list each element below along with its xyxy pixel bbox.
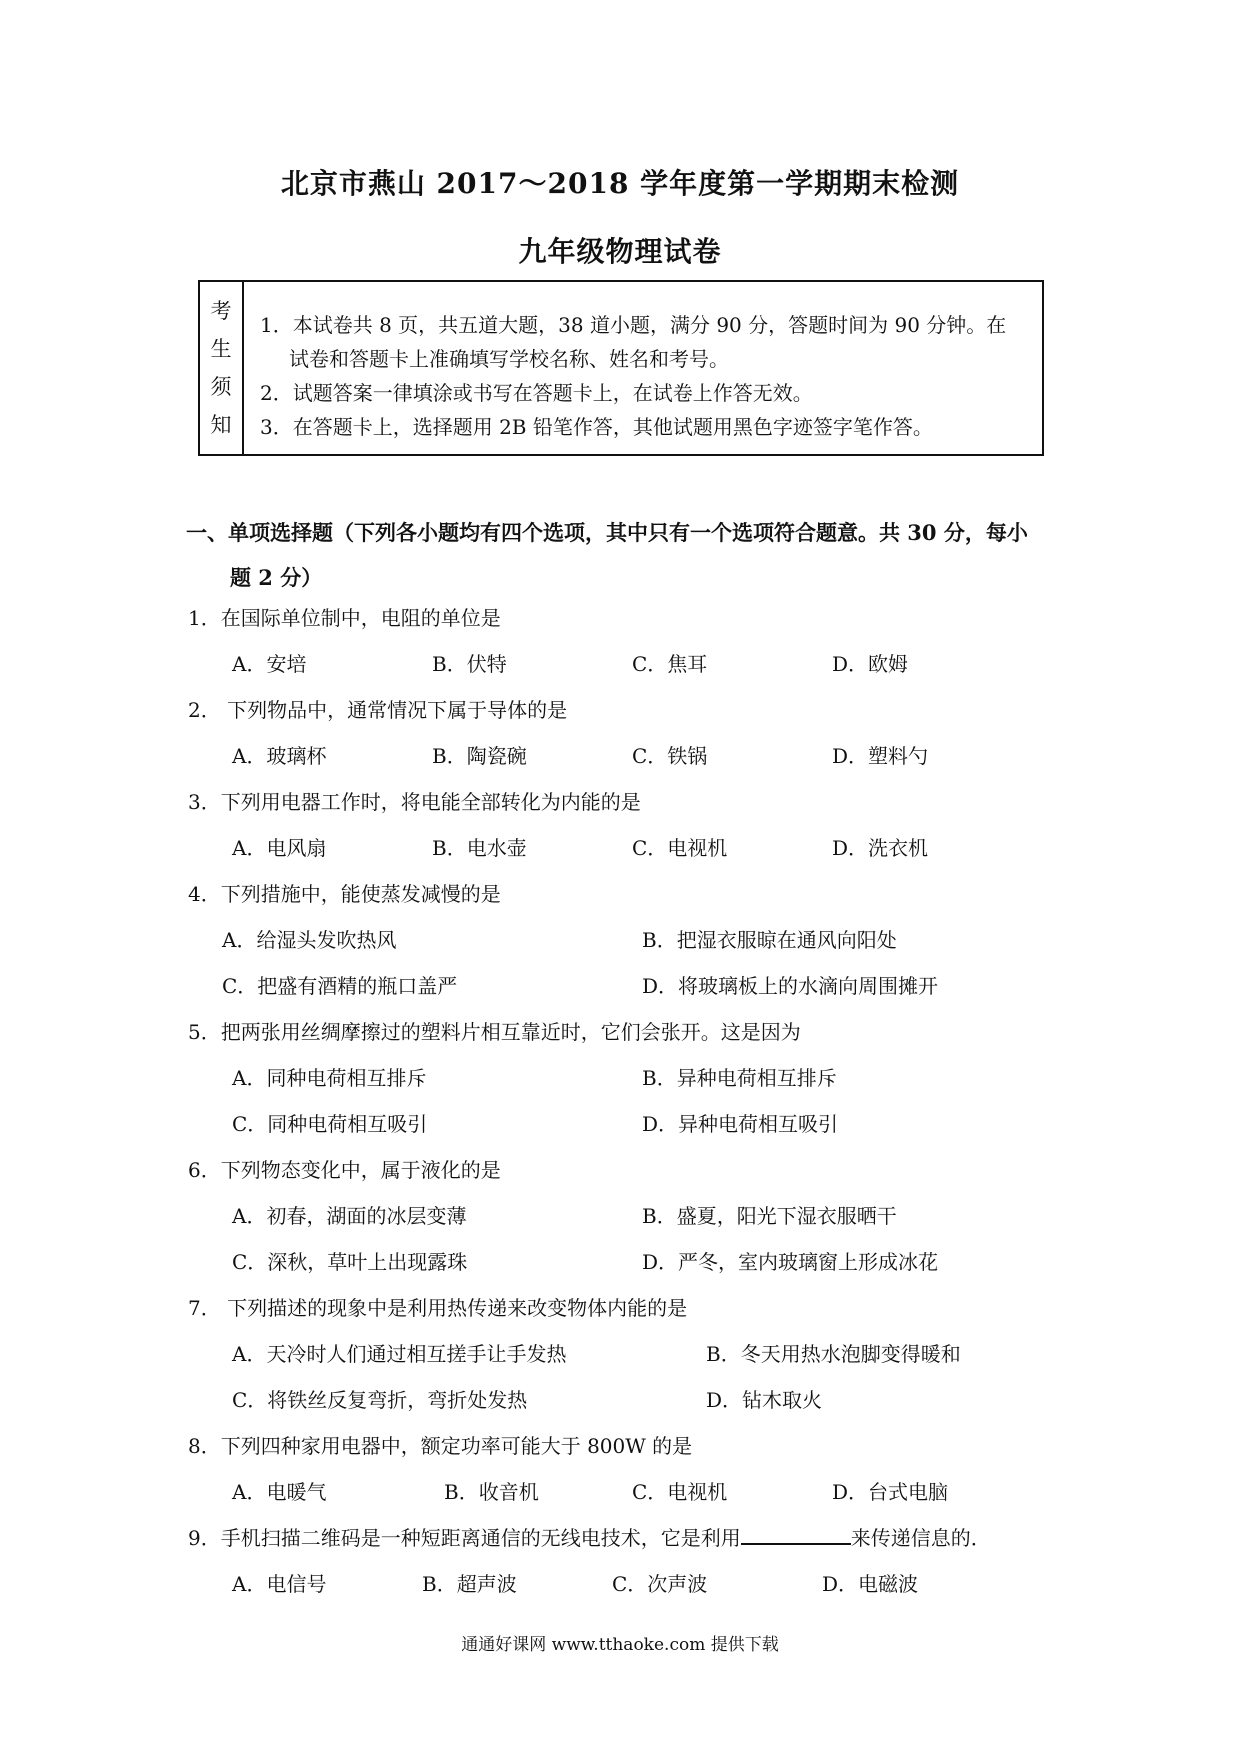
question-option: C．将铁丝反复弯折，弯折处发热 — [232, 1388, 528, 1412]
question-option: B．超声波 — [422, 1572, 517, 1596]
question-option: B．冬天用热水泡脚变得暖和 — [706, 1342, 961, 1366]
question-stem: 5．把两张用丝绸摩擦过的塑料片相互靠近时，它们会张开。这是因为 — [188, 1020, 801, 1044]
question-option: C．焦耳 — [632, 652, 708, 676]
question-option: A．给湿头发吹热风 — [222, 928, 397, 952]
notice-side-label — [200, 282, 244, 454]
question-stem: 7． 下列描述的现象中是利用热传递来改变物体内能的是 — [188, 1296, 688, 1320]
question-option: D．台式电脑 — [832, 1480, 949, 1504]
page-footer: 通通好课网 www.tthaoke.com 提供下载 — [461, 1635, 779, 1655]
question-option: D．欧姆 — [832, 652, 909, 676]
question-option: C．深秋，草叶上出现露珠 — [232, 1250, 468, 1274]
exam-subtitle: 九年级物理试卷 — [518, 235, 722, 268]
question-option: B．把湿衣服晾在通风向阳处 — [642, 928, 897, 952]
question-option: A．电风扇 — [232, 836, 327, 860]
question-option: D．严冬，室内玻璃窗上形成冰花 — [642, 1250, 939, 1274]
notice-side-char: 知 — [210, 413, 232, 437]
answer-blank — [741, 1525, 851, 1545]
question-stem: 6．下列物态变化中，属于液化的是 — [188, 1158, 501, 1182]
question-option: B．伏特 — [432, 652, 507, 676]
question-option: D．异种电荷相互吸引 — [642, 1112, 839, 1136]
question-option: A．安培 — [232, 652, 307, 676]
notice-item: 试卷和答题卡上准确填写学校名称、姓名和考号。 — [289, 347, 729, 371]
section-heading — [186, 510, 1066, 600]
question-option: D．钻木取火 — [706, 1388, 823, 1412]
question-stem: 2． 下列物品中，通常情况下属于导体的是 — [188, 698, 568, 722]
question-option: D．电磁波 — [822, 1572, 919, 1596]
exam-notice-box — [198, 280, 1044, 456]
question-option: B．盛夏，阳光下湿衣服晒干 — [642, 1204, 897, 1228]
question-option: D．塑料勺 — [832, 744, 929, 768]
section-heading-line: 一、单项选择题（下列各小题均有四个选项，其中只有一个选项符合题意。共 30 分，每小 — [186, 520, 1028, 545]
question-option: C．电视机 — [632, 836, 728, 860]
question-option: A．电信号 — [232, 1572, 327, 1596]
question-option: A．天冷时人们通过相互搓手让手发热 — [232, 1342, 567, 1366]
question-option: C．电视机 — [632, 1480, 728, 1504]
question-option: C．把盛有酒精的瓶口盖严 — [222, 974, 458, 998]
exam-title: 北京市燕山 2017～2018 学年度第一学期期末检测 — [280, 167, 960, 200]
question-stem-part: 9．手机扫描二维码是一种短距离通信的无线电技术，它是利用 — [188, 1526, 741, 1550]
question-option: D．洗衣机 — [832, 836, 929, 860]
question-option: D．将玻璃板上的水滴向周围摊开 — [642, 974, 939, 998]
question-option: A．初春，湖面的冰层变薄 — [232, 1204, 467, 1228]
question-option: C．次声波 — [612, 1572, 708, 1596]
question-stem: 4．下列措施中，能使蒸发减慢的是 — [188, 882, 501, 906]
notice-item: 2．试题答案一律填涂或书写在答题卡上，在试卷上作答无效。 — [260, 381, 813, 405]
question-option: C．铁锅 — [632, 744, 708, 768]
question-option: B．电水壶 — [432, 836, 527, 860]
question-stem — [188, 1522, 991, 1551]
question-option: A．同种电荷相互排斥 — [232, 1066, 427, 1090]
question-option: B．陶瓷碗 — [432, 744, 527, 768]
question-option: B．异种电荷相互排斥 — [642, 1066, 837, 1090]
question-option: A．电暖气 — [232, 1480, 327, 1504]
question-option: B．收音机 — [444, 1480, 539, 1504]
notice-item: 3．在答题卡上，选择题用 2B 铅笔作答，其他试题用黑色字迹签字笔作答。 — [260, 415, 933, 439]
question-stem: 3．下列用电器工作时，将电能全部转化为内能的是 — [188, 790, 641, 814]
question-option: A．玻璃杯 — [232, 744, 327, 768]
question-stem-part: 来传递信息的． — [850, 1526, 991, 1550]
notice-side-char: 考 — [210, 299, 232, 323]
question-stem: 8．下列四种家用电器中，额定功率可能大于 800W 的是 — [188, 1434, 693, 1458]
notice-item: 1．本试卷共 8 页，共五道大题，38 道小题，满分 90 分，答题时间为 90 分钟。在 — [260, 313, 1007, 337]
question-stem: 1．在国际单位制中，电阻的单位是 — [188, 606, 501, 630]
question-option: C．同种电荷相互吸引 — [232, 1112, 428, 1136]
notice-side-char: 须 — [210, 375, 232, 399]
notice-items — [260, 308, 1030, 444]
notice-side-char: 生 — [210, 337, 232, 361]
section-heading-line: 题 2 分） — [230, 565, 323, 590]
